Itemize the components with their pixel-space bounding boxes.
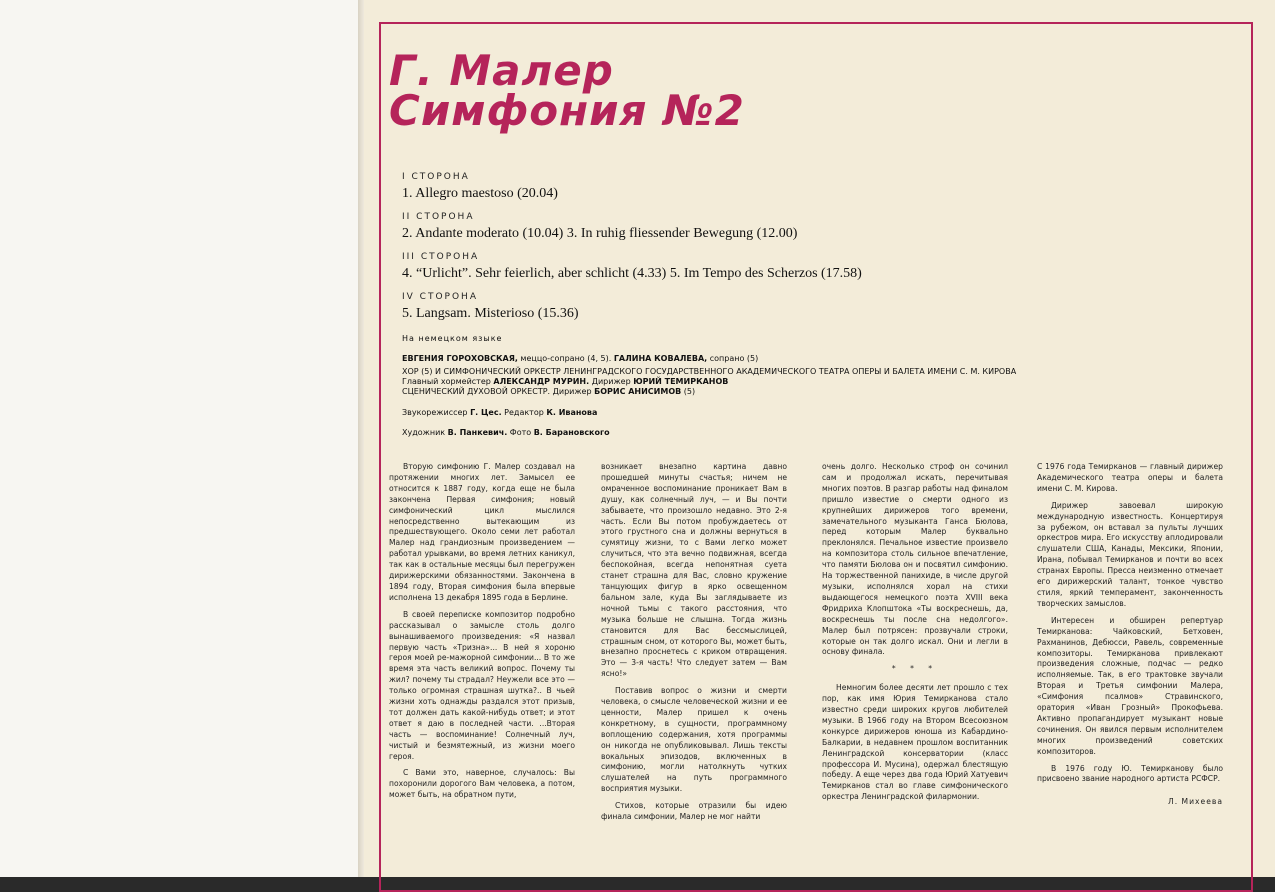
side-2-label: II СТОРОНА	[402, 212, 475, 222]
text-column-1	[389, 462, 575, 807]
side-1-label: I СТОРОНА	[402, 172, 470, 182]
credits-brass: СЦЕНИЧЕСКИЙ ДУХОВОЙ ОРКЕСТР. Дирижер БОРИС АНИСИМОВ (5)	[402, 387, 696, 396]
paragraph: очень долго. Несколько строф он сочинил сам и продолжал искать, перечитывая многих поэтов. В разгар работы над финалом пришло известие о смерти одного из крупнейших дирижеров того времени, замечательного музыканта Ганса Бюлова, перед которым Малер буквально преклонялся. Печальное известие произвело на композитора столь сильное впечатление, что памяти Бюлова он и посвятил симфонию. На торжественной панихиде, в числе другой музыки, исполнялся хорал на стихи выдающегося немецкого поэта XVIII века Фридриха Клопштока «Ты воскреснешь, да, воскреснешь ты после сна недолгого». Малер был потрясен: прозвучали строки, которые он так долго искал. Они и легли в основу финала.	[822, 462, 1008, 657]
credits-artist: Художник В. Панкевич. Фото В. Барановского	[402, 428, 610, 437]
work-title: Симфония №2	[389, 86, 745, 135]
side-2-tracks: 2. Andante moderato (10.04) 3. In ruhig fliessender Bewegung (12.00)	[402, 226, 798, 241]
blank-left-page	[0, 0, 359, 877]
side-4-tracks: 5. Langsam. Misterioso (15.36)	[402, 306, 579, 321]
side-3-label: III СТОРОНА	[402, 252, 480, 262]
composer-title: Г. Малер	[389, 46, 614, 95]
side-1-tracks: 1. Allegro maestoso (20.04)	[402, 186, 558, 201]
credits-engineer: Звукорежиссер Г. Цес. Редактор К. Иванова	[402, 408, 598, 417]
author-signature: Л. Михеева	[1168, 797, 1223, 807]
paragraph: Дирижер завоевал широкую международную известность. Концертируя за рубежом, он вставал за пульты лучших оркестров мира. Его искусству аплодировали слушатели США, Канады, Мексики, Японии, Ирана, побывал Темирканов и почти во всех странах Европы. Пресса неизменно отмечает его дирижерский талант, тонкое чувство стиля, яркий темперамент, законченность творческих замыслов.	[1037, 500, 1223, 608]
paragraph: С Вами это, наверное, случалось: Вы похоронили дорогого Вам человека, а потом, может быть, на обратном пути,	[389, 768, 575, 800]
credits-conductor: Главный хормейстер АЛЕКСАНДР МУРИН. Дирижер ЮРИЙ ТЕМИРКАНОВ	[402, 377, 729, 386]
paragraph: Поставив вопрос о жизни и смерти человека, о смысле человеческой жизни и ее ценности, Малер пришел к очень конкретному, в сущности, программному воплощению содержания, хотя программы он никогда не опубликовывал. Лишь тексты вокальных эпизодов, включенных в симфонию, могли натолкнуть чутких слушателей на путь программного восприятия музыки.	[601, 686, 787, 794]
text-column-3	[822, 462, 1008, 809]
paragraph: Вторую симфонию Г. Малер создавал на протяжении многих лет. Замысел ее относится к 1887 году, когда еще не была закончена Первая симфония; новый симфонический цикл мыслился непосредственно вытекающим из предшествующего. Около семи лет работал Малер над грандиозным произведением — работал урывками, во время летних каникул, так как в остальные месяцы был перегружен дирижерскими обязанностями. Закончена в 1894 году, Вторая симфония была впервые исполнена 13 декабря 1895 года в Берлине.	[389, 462, 575, 602]
paragraph: возникает внезапно картина давно прошедшей минуты счастья; ничем не омраченное воспоминание проникает Вам в душу, как солнечный луч, — и Вы почти забываете, что произошло недавно. Это 2-я часть. Если Вы потом пробуждаетесь от этого грустного сна и должны вернуться в сумятицу жизни, то с Вами легко может случиться, что эта вечно подвижная, всегда беспокойная, всегда непонятная суета станет страшна для Вас, словно кружение танцующих фигур в ярко освещенном бальном зале, куда Вы заглядываете из ночной тьмы с такого расстояния, что музыка больше не слышна. Тогда жизнь становится для Вас бессмыслицей, страшным сном, от которого Вы, может быть, внезапно проснетесь с криком отвращения. Это — 3-я часть! Что следует затем — Вам ясно!»	[601, 462, 787, 679]
text-column-2	[601, 462, 787, 829]
credits-soloists: ЕВГЕНИЯ ГОРОХОВСКАЯ, меццо-сопрано (4, 5). ГАЛИНА КОВАЛЕВА, сопрано (5)	[402, 354, 759, 363]
section-divider: * * *	[891, 664, 939, 674]
paragraph: Стихов, которые отразили бы идею финала симфонии, Малер не мог найти	[601, 801, 787, 822]
paragraph: В своей переписке композитор подробно рассказывал о замысле столь долго вынашиваемого произведения: «Я назвал первую часть «Тризна»... В ней я хороню героя моей ре-мажорной симфонии... В то же время эта часть великий вопрос. Почему ты жил? почему ты страдал? Неужели все это — только огромная страшная шутка?.. В чьей жизни хоть однажды раздался этот призыв, тот должен дать какой-нибудь ответ; и этот ответ я даю в последней части. ...Вторая часть — воспоминание! Солнечный луч, чистый и безмятежный, из жизни моего героя.	[389, 609, 575, 761]
paragraph: С 1976 года Темирканов — главный дирижер Академического театра оперы и балета имени С. М. Кирова.	[1037, 462, 1223, 493]
side-3-tracks: 4. “Urlicht”. Sehr feierlich, aber schlicht (4.33) 5. Im Tempo des Scherzos (17.58)	[402, 266, 862, 281]
language-note: На немецком языке	[402, 334, 503, 343]
text-column-4	[1037, 462, 1223, 808]
paragraph: Немногим более десяти лет прошло с тех пор, как имя Юрия Темирканова стало известно среди широких кругов любителей музыки. В 1966 году на Втором Всесоюзном конкурсе дирижеров юноша из Кабардино-Балкарии, в недавнем прошлом воспитанник Ленинградской консерватории (класс профессора И. Мусина), одержал блестящую победу. А еще через два года Юрий Хатуевич Темирканов стал во главе симфонического оркестра Ленинградской филармонии.	[822, 683, 1008, 802]
credits-orchestra: ХОР (5) И СИМФОНИЧЕСКИЙ ОРКЕСТР ЛЕНИНГРАДСКОГО ГОСУДАРСТВЕННОГО АКАДЕМИЧЕСКОГО ТЕАТРА ОПЕРЫ И БАЛЕТА ИМЕНИ С. М. КИРОВА	[402, 367, 1017, 376]
paragraph: В 1976 году Ю. Темирканову было присвоено звание народного артиста РСФСР.	[1037, 763, 1223, 784]
paragraph: Интересен и обширен репертуар Темирканова: Чайковский, Бетховен, Рахманинов, Дебюсси, Равель, современные композиторы. Темирканова привлекают произведения сложные, подчас — редко исполняемые. Так, в его трактовке звучали Вторая и Третья симфонии Малера, «Симфония псалмов» Стравинского, оратория «Иван Грозный» Прокофьева. Активно пропагандирует музыкант новые сочинения. Он явился первым исполнителем многих произведений советских композиторов.	[1037, 615, 1223, 756]
side-4-label: IV СТОРОНА	[402, 292, 478, 302]
